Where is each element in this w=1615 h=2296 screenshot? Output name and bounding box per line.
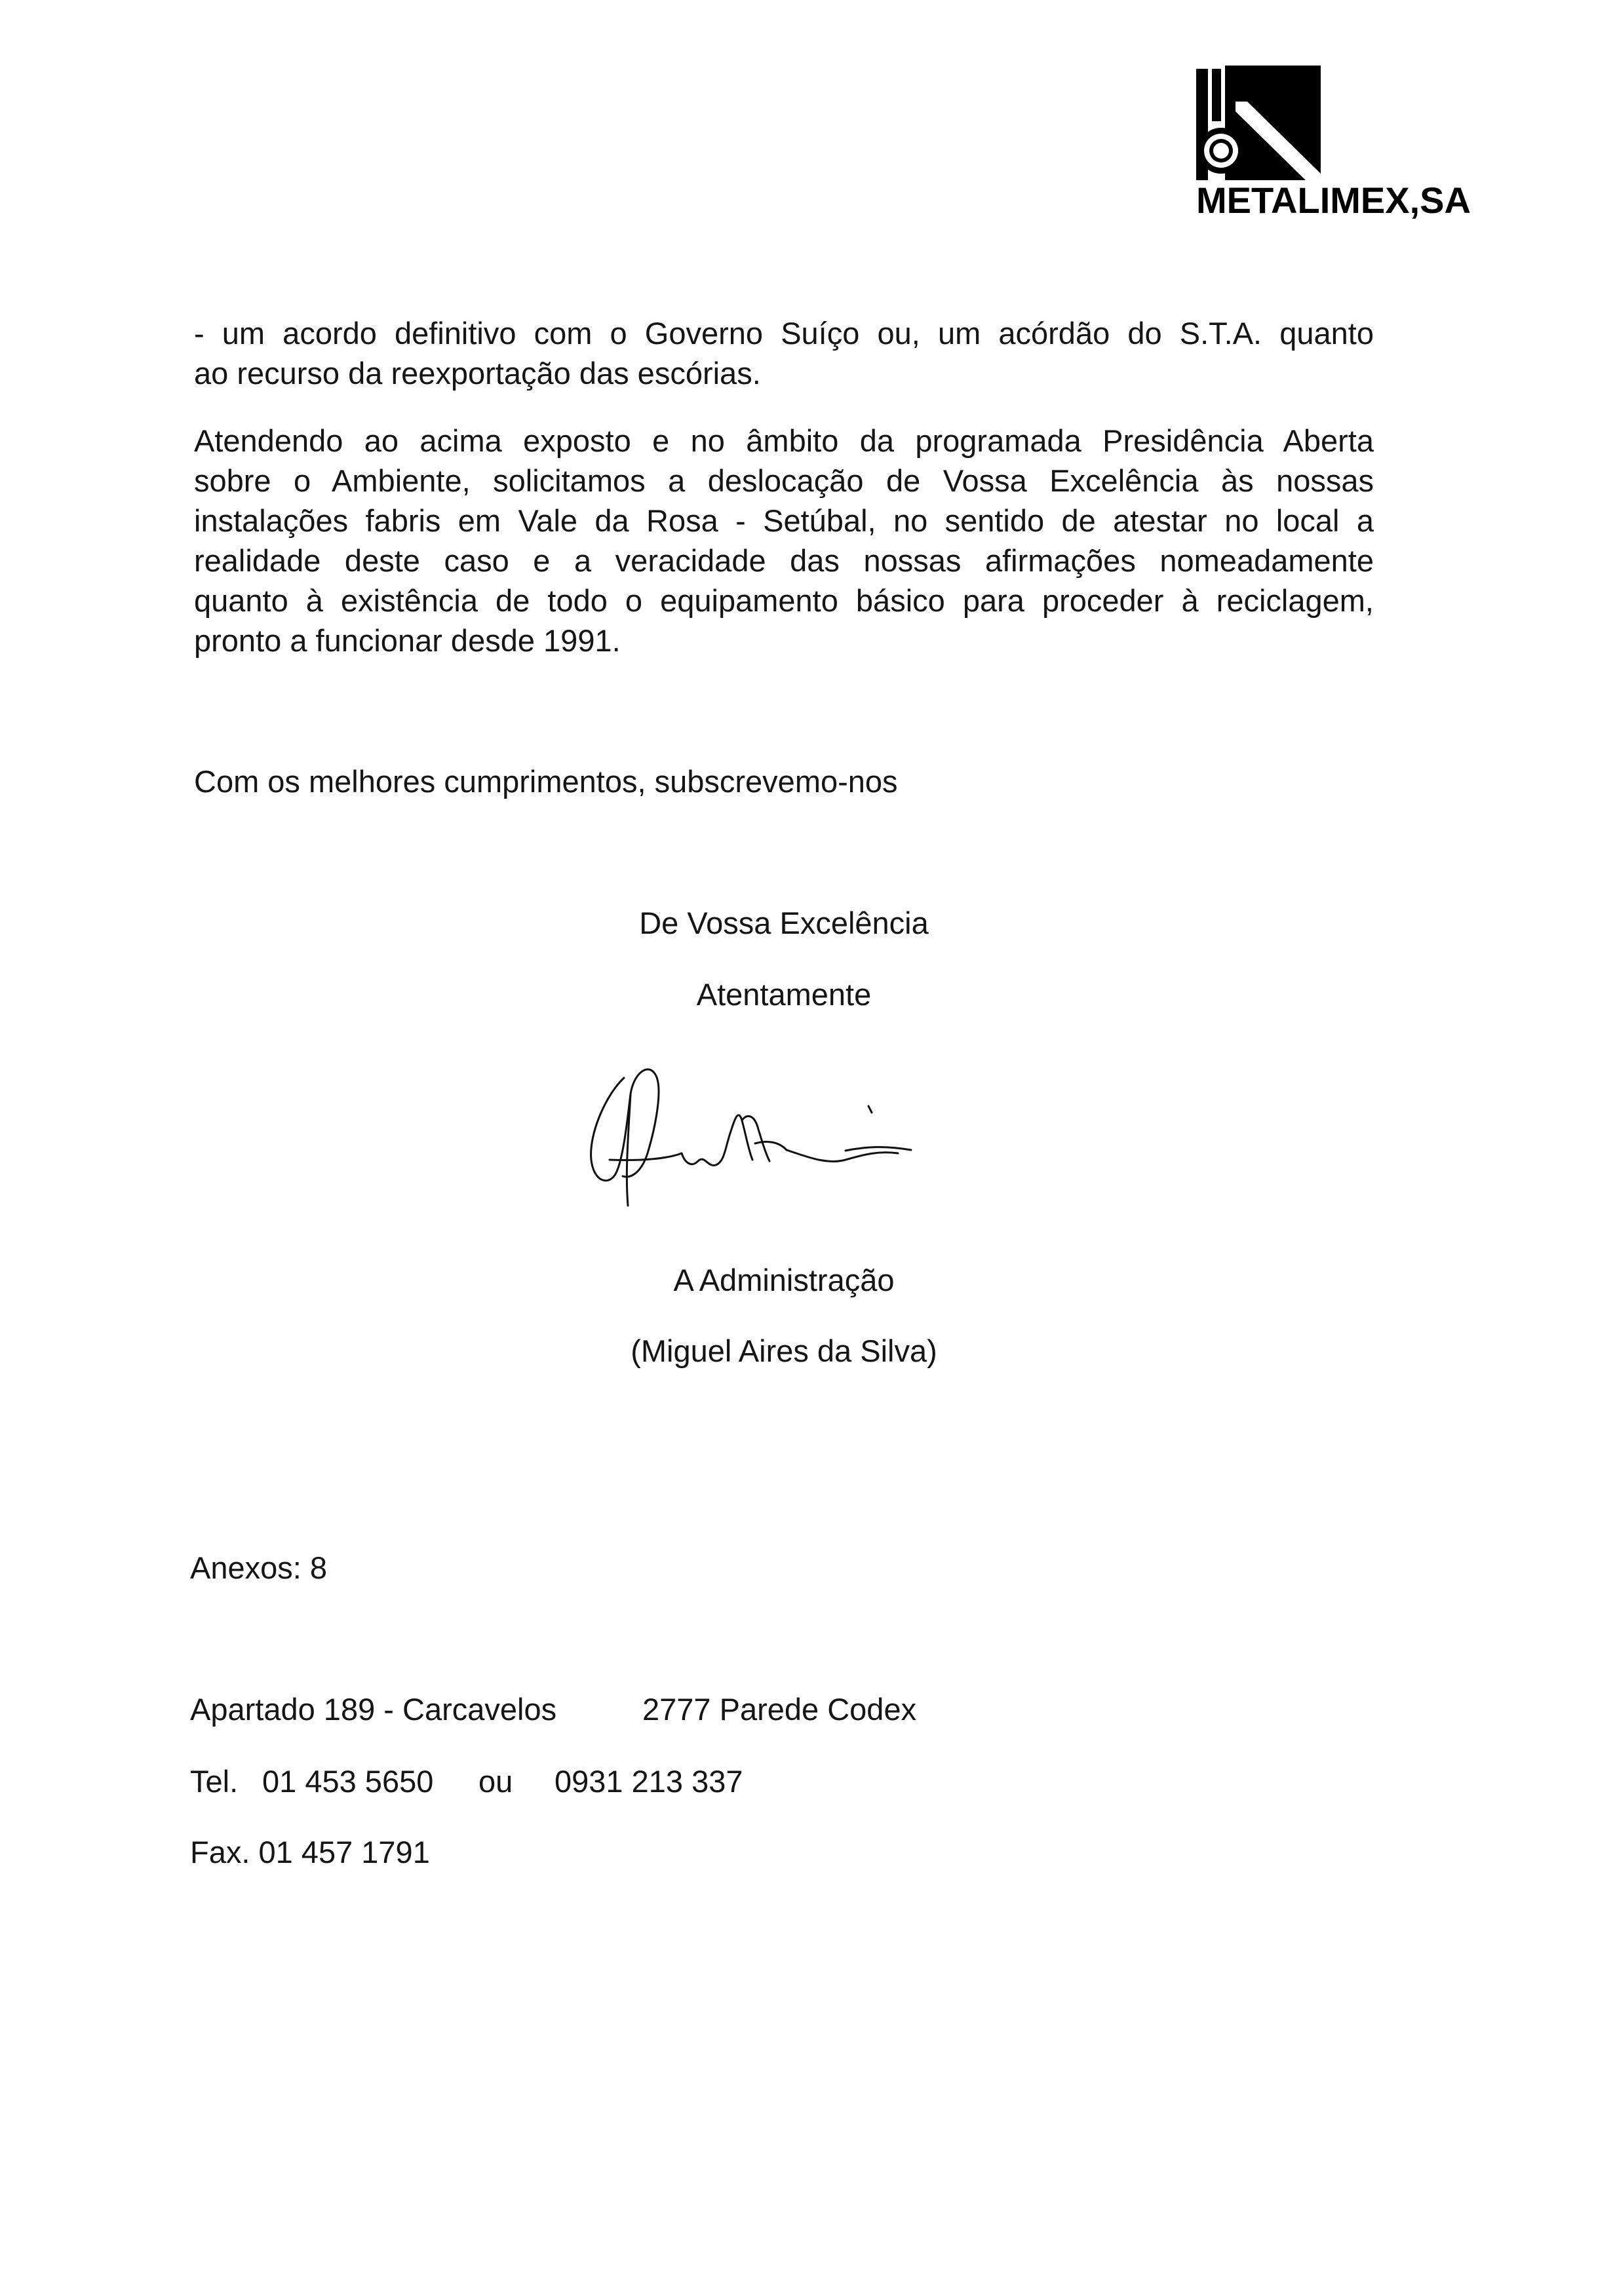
tel-or: ou [478, 1764, 513, 1799]
signatory-role: A Administração [673, 1263, 895, 1297]
tel-number-1: 01 453 5650 [262, 1764, 434, 1799]
paragraph-line: Atendendo ao acima exposto e no âmbito da programada Presidência Aberta [194, 423, 1374, 458]
paragraph-line: sobre o Ambiente, solicitamos a deslocação de Vossa Excelência às nossas [194, 463, 1374, 498]
tel-number-2: 0931 213 337 [555, 1764, 743, 1799]
paragraph-line: quanto à existência de todo o equipamento básico para proceder à reciclagem, [194, 583, 1374, 618]
metalimex-logo-icon [1196, 62, 1327, 193]
closing-line: Com os melhores cumprimentos, subscrevemo-nos [194, 764, 898, 799]
tel-label: Tel. [190, 1764, 239, 1799]
bullet-line: - um acordo definitivo com o Governo Suíço ou, um acórdão do S.T.A. quanto [194, 316, 1374, 351]
paragraph-line: pronto a funcionar desde 1991. [194, 623, 621, 658]
annexes-line: Anexos: 8 [190, 1550, 328, 1585]
company-logo [1196, 62, 1498, 226]
address-line: Apartado 189 - Carcavelos [190, 1692, 557, 1727]
salutation-line-2: Atentamente [696, 977, 872, 1012]
fax-line: Fax. 01 457 1791 [190, 1835, 430, 1869]
bullet-line: ao recurso da reexportação das escórias. [194, 356, 761, 391]
bullet-item [194, 313, 1374, 393]
signatory-name: (Miguel Aires da Silva) [631, 1333, 937, 1368]
postal-line: 2777 Parede Codex [642, 1692, 917, 1727]
handwritten-signature [570, 1022, 990, 1225]
salutation-line: De Vossa Excelência [639, 906, 929, 940]
logo-wordmark: METALIMEX,SA [1196, 180, 1471, 221]
paragraph-line: instalações fabris em Vale da Rosa - Setúbal, no sentido de atestar no local a [194, 503, 1374, 538]
paragraph-line: realidade deste caso e a veracidade das nossas afirmações nomeadamente [194, 543, 1374, 578]
body-paragraph [194, 421, 1374, 660]
